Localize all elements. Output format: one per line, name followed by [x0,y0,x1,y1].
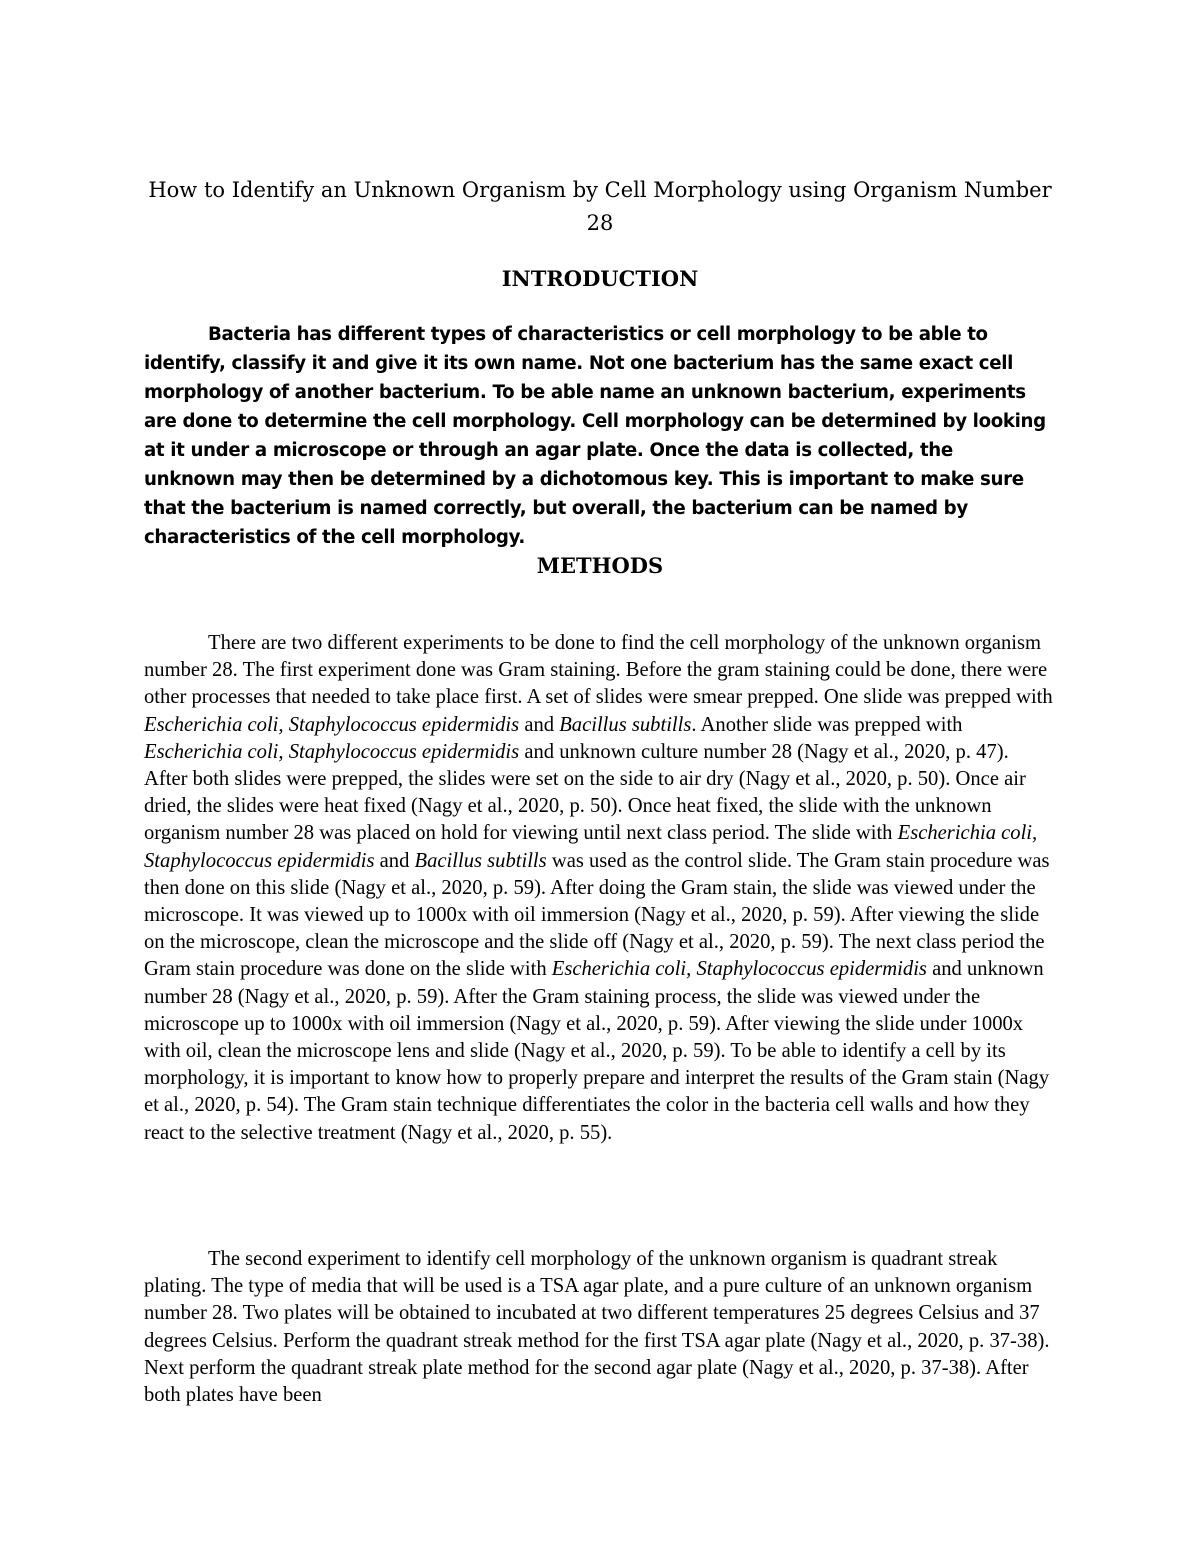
species-name: Bacillus subtills [414,849,547,872]
methods-p1-text: and unknown culture number 28 (Nagy et al., 2020, p. 47). After both slides were prepped, the slides were set on the side to air dry (Nagy et al., 2020, p. 50). Once air dried, the slides were heat fixed (Nagy et al., 2020, p. 50). Once heat fixed, the slide with the unknown organism number 28 was placed on hold for viewing until next class period. The slide with [144,740,1026,845]
species-name: Bacillus subtills [559,713,692,736]
introduction-paragraph: Bacteria has different types of characteristics or cell morphology to be able to identify, classify it and give it its own name. Not one bacterium has the same exact cell morphology of another bacterium. To be able name an unknown bacterium, experiments are done to determine the cell morphology. Cell morphology can be determined by looking at it under a microscope or through an agar plate. Once the data is collected, the unknown may then be determined by a dichotomous key. This is important to make sure that the bacterium is named correctly, but overall, the bacterium can be named by characteristics of the cell morphology. [144,324,1046,548]
introduction-heading: INTRODUCTION [501,266,699,291]
species-name: Escherichia coli, Staphylococcus epidermidis [144,740,520,763]
methods-p1-text: . Another slide was prepped with [691,713,963,736]
methods-p1-text: and [374,849,415,872]
species-name: Escherichia coli, Staphylococcus epidermidis [144,822,1038,872]
methods-heading: METHODS [536,553,664,578]
species-name: Escherichia coli, Staphylococcus epidermidis [144,713,520,736]
methods-p1-text: was used as the control slide. The Gram stain procedure was then done on this slide (Nagy et al., 2020, p. 59). After doing the Gram stain, the slide was viewed under the microscope. It was viewed up to 1000x with oil immersion (Nagy et al., 2020, p. 59). After viewing the slide on the microscope, clean the microscope and the slide off (Nagy et al., 2020, p. 59). The next class period the Gram stain procedure was done on the slide with [144,849,1050,981]
methods-p1-text: and unknown number 28 (Nagy et al., 2020, p. 59). After the Gram staining process, the slide was viewed under the microscope up to 1000x with oil immersion (Nagy et al., 2020, p. 59). After viewing the slide under 1000x with oil, clean the microscope lens and slide (Nagy et al., 2020, p. 59). To be able to identify a cell by its morphology, it is important to know how to properly prepare and interpret the results of the Gram stain (Nagy et al., 2020, p. 54). The Gram stain technique differentiates the color in the bacteria cell walls and how they react to the selective treatment (Nagy et al., 2020, p. 55). [144,958,1050,1144]
methods-paragraph-1 [144,630,1054,1147]
methods-paragraph-2: The second experiment to identify cell morphology of the unknown organism is quadrant streak plating. The type of media that will be used is a TSA agar plate, and a pure culture of an unknown organism number 28. Two plates will be obtained to incubated at two different temperatures 25 degrees Celsius and 37 degrees Celsius. Perform the quadrant streak method for the first TSA agar plate (Nagy et al., 2020, p. 37-38). Next perform the quadrant streak plate method for the second agar plate (Nagy et al., 2020, p. 37-38). After both plates have been [144,1248,1050,1407]
species-name: Escherichia coli, Staphylococcus epidermidis [551,958,927,981]
document-title: How to Identify an Unknown Organism by Cell Morphology using Organism Number 28 [148,178,1052,235]
methods-p1-text: There are two different experiments to be done to find the cell morphology of the unknown organism number 28. The first experiment done was Gram staining. Before the gram staining could be done, there were other processes that needed to take place first. A set of slides were smear prepped. One slide was prepped with [144,632,1053,709]
methods-p1-text: and [519,713,560,736]
